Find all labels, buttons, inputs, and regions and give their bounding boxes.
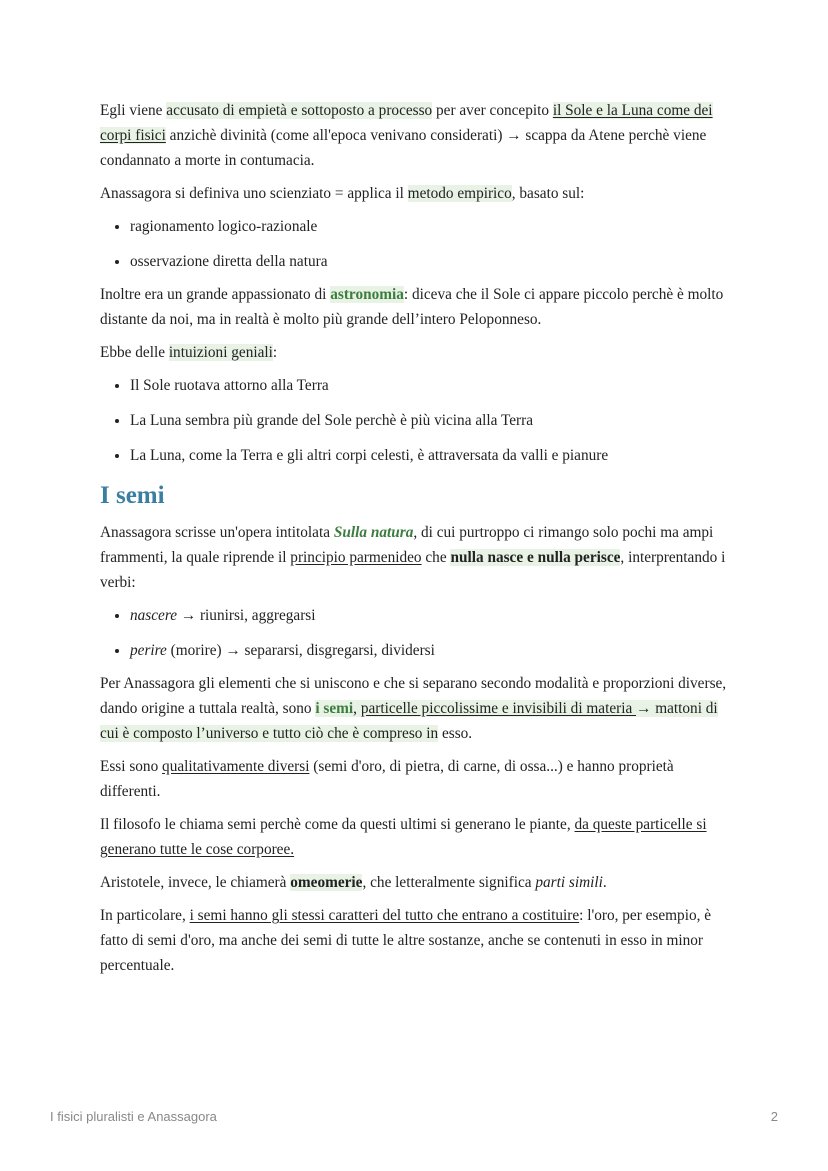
paragraph-6: [100, 671, 730, 746]
paragraph-8: [100, 812, 730, 862]
work-title: Sulla natura: [333, 524, 414, 541]
text: anzichè divinità (come all'epoca venivano considerati) → scappa da Atene perchè viene condannato a morte in contumacia.: [100, 127, 707, 169]
text: Aristotele, invece, le chiamerà: [100, 874, 291, 891]
text: : diceva che il Sole ci appare piccolo perchè è molto distante da noi, ma in realtà è molto più grande dell’intero Peloponneso.: [100, 286, 724, 328]
text: (semi d'oro, di pietra, di carne, di ossa...) e hanno proprietà differenti.: [100, 758, 674, 800]
italic-text: parti simili: [535, 874, 603, 891]
highlight-text: metodo empirico: [407, 185, 512, 202]
text: → riunirsi, aggregarsi: [177, 607, 316, 624]
keyword-astronomia: astronomia: [330, 286, 404, 303]
text: (morire) → separarsi, disgregarsi, dividersi: [166, 642, 435, 659]
text: , che letteralmente significa: [362, 874, 536, 891]
text: : l'oro, per esempio, è fatto di semi d'oro, ma anche dei semi di tutte le altre sostanze, anche se contenuti in esso in minor percentuale.: [100, 907, 712, 974]
paragraph-9: [100, 870, 730, 895]
underlined-highlight-text: particelle piccolissime e invisibili di materia: [360, 700, 637, 717]
paragraph-10: [100, 903, 730, 978]
highlight-text: intuizioni geniali: [168, 344, 273, 361]
bold-highlight-text: nulla nasce e nulla perisce: [450, 549, 621, 566]
text: In particolare,: [100, 907, 190, 924]
paragraph-1: [100, 98, 730, 173]
text: .: [602, 874, 607, 891]
highlight-text: accusato di empietà e sottoposto a processo: [166, 102, 433, 119]
text: Per Anassagora gli elementi che si uniscono e che si separano secondo modalità e proporzioni diverse, dando origine a tuttala realtà, sono: [100, 675, 727, 717]
italic-term: nascere: [130, 607, 178, 624]
list-item: • Il Sole ruotava attorno alla Terra: [130, 373, 730, 398]
bullet-list-3: [100, 603, 730, 663]
list-item: [130, 603, 730, 628]
highlight-text: → mattoni di cui è composto l’universo e tutto ciò che è compreso in: [100, 700, 718, 742]
document-body: [100, 98, 730, 986]
list-item: • La Luna, come la Terra e gli altri corpi celesti, è attraversata da valli e pianure: [130, 443, 730, 468]
list-item: [130, 638, 730, 663]
italic-term: perire: [130, 642, 167, 659]
bullet-list-1: [100, 214, 730, 274]
underlined-text: da queste particelle si generano tutte le cose corporee.: [100, 816, 707, 858]
text: ,: [353, 700, 361, 717]
keyword-semi: i semi: [315, 700, 354, 717]
text: esso.: [438, 725, 473, 742]
list-item: • La Luna sembra più grande del Sole perchè è più vicina alla Terra: [130, 408, 730, 433]
text: che: [421, 549, 451, 566]
paragraph-5: [100, 520, 730, 595]
text: Anassagora scrisse un'opera intitolata: [100, 524, 334, 541]
underlined-text: principio parmenideo: [290, 549, 422, 566]
list-item: • ragionamento logico-razionale: [130, 214, 730, 239]
text: , di cui purtroppo ci rimango solo pochi ma ampi frammenti, la quale riprende il: [100, 524, 714, 566]
bold-highlight-text: omeomerie: [290, 874, 363, 891]
underlined-highlight-text: il Sole e la Luna come dei corpi fisici: [100, 102, 713, 144]
text: , basato sul:: [511, 185, 585, 202]
text: Essi sono: [100, 758, 163, 775]
text: per aver concepito: [432, 102, 553, 119]
page-number: 2: [770, 1109, 778, 1124]
underlined-text: i semi hanno gli stessi caratteri del tutto che entrano a costituire: [189, 907, 580, 924]
text: Inoltre era un grande appassionato di: [100, 286, 331, 303]
text: , interprentando i verbi:: [100, 549, 726, 591]
paragraph-7: [100, 754, 730, 804]
text: Anassagora si definiva uno scienziato = applica il: [100, 185, 408, 202]
paragraph-2: [100, 181, 730, 206]
section-heading: I semi: [100, 482, 165, 509]
paragraph-3: [100, 282, 730, 332]
underlined-text: qualitativamente diversi: [162, 758, 310, 775]
text: Egli viene: [100, 102, 167, 119]
text: Il filosofo le chiama semi perchè come da questi ultimi si generano le piante,: [100, 816, 575, 833]
paragraph-4: [100, 340, 730, 365]
text: :: [272, 344, 278, 361]
text: Ebbe delle: [100, 344, 169, 361]
bullet-list-2: [100, 373, 730, 468]
footer-title: I fisici pluralisti e Anassagora: [50, 1109, 217, 1124]
list-item: • osservazione diretta della natura: [130, 249, 730, 274]
